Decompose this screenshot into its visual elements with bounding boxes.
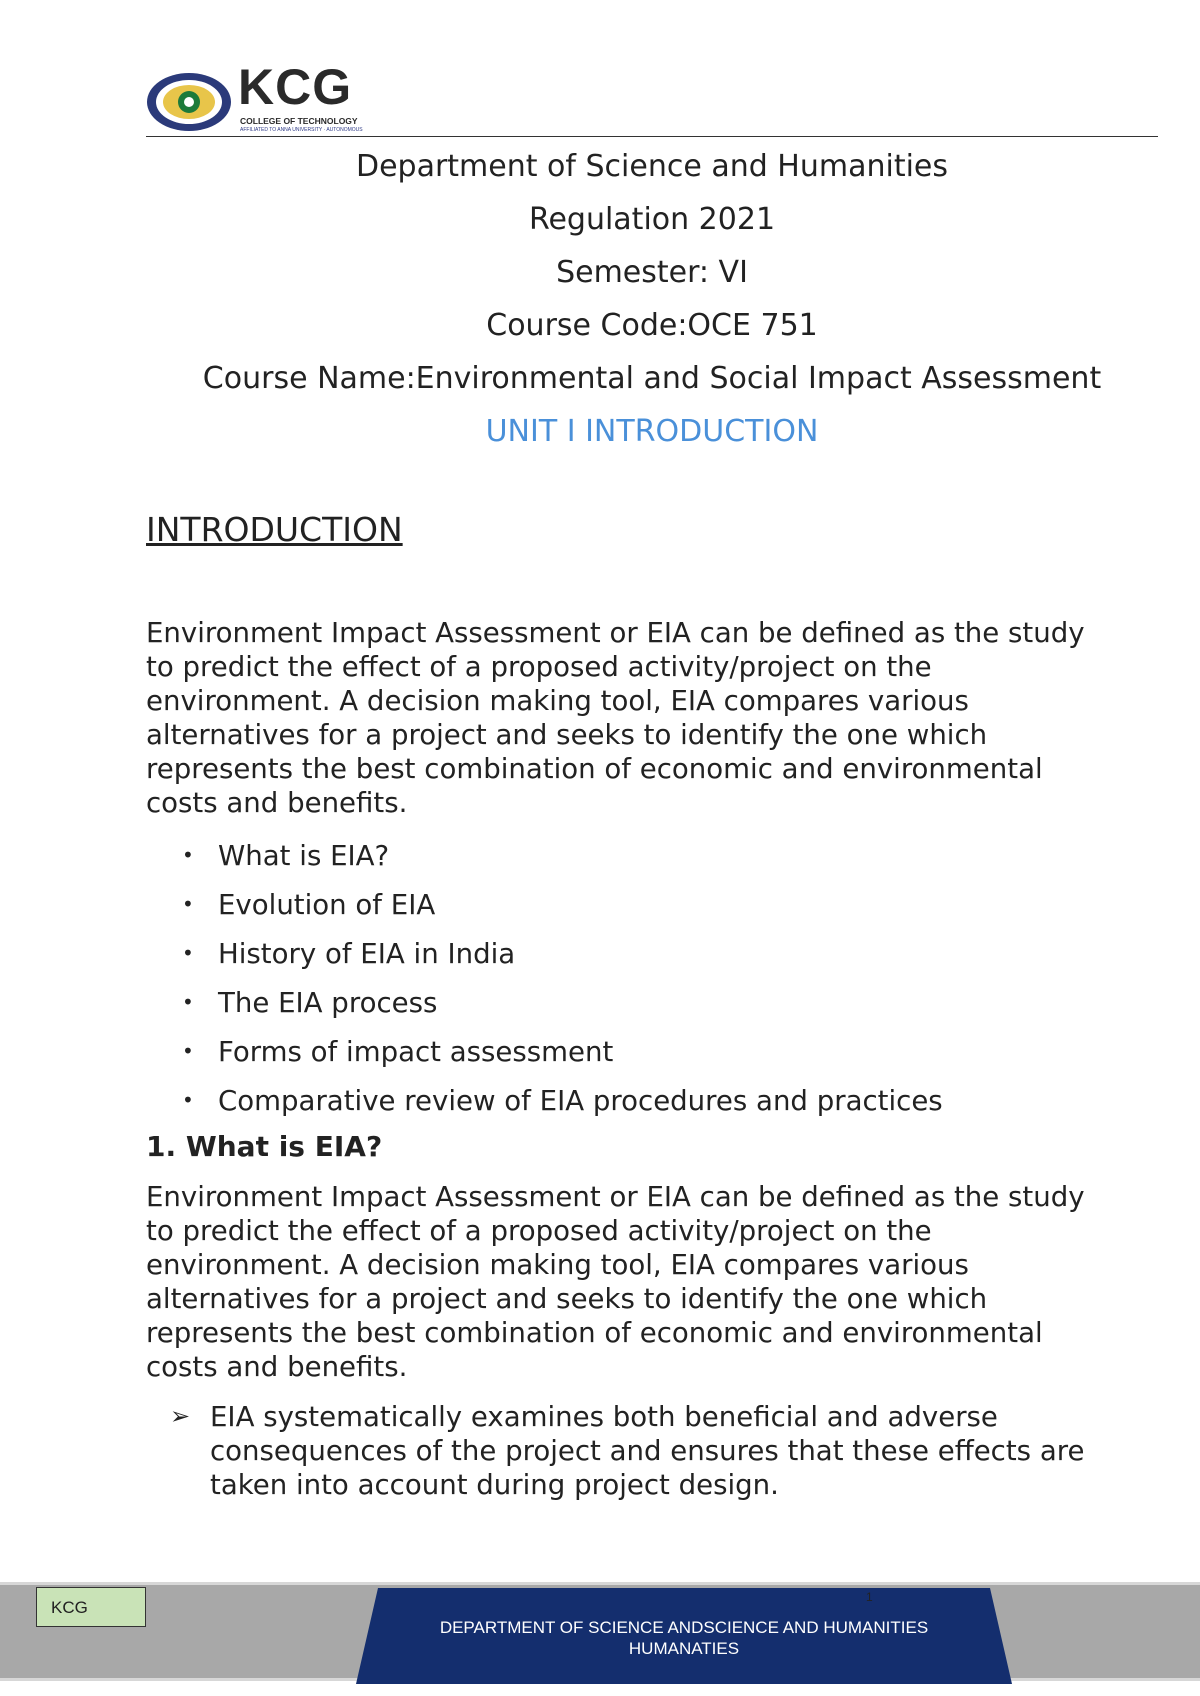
- course-code-line: Course Code:OCE 751: [486, 308, 818, 343]
- topic-label: Comparative review of EIA procedures and practices: [218, 1084, 943, 1117]
- footer-label-box: KCG: [36, 1587, 146, 1627]
- list-item: [146, 1076, 943, 1125]
- logo-subtitle: COLLEGE OF TECHNOLOGY: [240, 116, 358, 126]
- bullet-dot-icon: •: [182, 1039, 194, 1063]
- list-item: [146, 929, 943, 978]
- section-paragraph: Environment Impact Assessment or EIA can be defined as the study to predict the effect of a proposed activity/project on the environment. A decision making tool, EIA compares various alternatives for a project and seeks to identify the one which represents the best combination of economic and environmental costs and benefits.: [146, 1180, 1085, 1383]
- bullet-dot-icon: •: [182, 941, 194, 965]
- department-title: Department of Science and Humanities: [355, 149, 949, 184]
- bullet-dot-icon: •: [182, 843, 194, 867]
- topic-label: Evolution of EIA: [218, 888, 436, 921]
- topic-label: The EIA process: [218, 986, 438, 1019]
- list-item: [146, 978, 943, 1027]
- topic-label: Forms of impact assessment: [218, 1035, 614, 1068]
- college-seal-icon: [146, 72, 232, 132]
- course-name-line: Course Name:Environmental and Social Impact Assessment: [202, 361, 1102, 396]
- introduction-heading: INTRODUCTION: [146, 510, 403, 549]
- arrow-bullet-icon: ➢: [170, 1402, 191, 1430]
- college-logo: [146, 59, 391, 136]
- list-item: [146, 831, 943, 880]
- arrow-item-text: EIA systematically examines both beneficial and adverse consequences of the project and ensures that these effects are taken into account during project design.: [210, 1400, 1085, 1501]
- page-number: 1: [866, 1590, 873, 1604]
- topic-label: History of EIA in India: [218, 937, 516, 970]
- introduction-paragraph: Environment Impact Assessment or EIA can be defined as the study to predict the effect of a proposed activity/project on the environment. A decision making tool, EIA compares various alternatives for a project and seeks to identify the one which represents the best combination of economic and environmental costs and benefits.: [146, 616, 1085, 819]
- regulation-line: Regulation 2021: [528, 202, 776, 237]
- bullet-dot-icon: •: [182, 1088, 194, 1112]
- title-block: [146, 140, 1158, 458]
- header-divider: [146, 136, 1158, 137]
- bullet-dot-icon: •: [182, 990, 194, 1014]
- list-item: [146, 1027, 943, 1076]
- unit-title: UNIT I INTRODUCTION: [485, 414, 819, 449]
- list-item: [146, 880, 943, 929]
- logo-tagline: AFFILIATED TO ANNA UNIVERSITY · AUTONOMOUS: [240, 127, 363, 133]
- section-heading-what-is-eia: 1. What is EIA?: [146, 1130, 383, 1163]
- bullet-dot-icon: •: [182, 892, 194, 916]
- footer-banner-text: [356, 1617, 1012, 1659]
- footer-banner-line2: HUMANATIES: [628, 1639, 740, 1658]
- topic-list: [146, 831, 943, 1125]
- topic-label: What is EIA?: [218, 839, 390, 872]
- logo-wordmark: KCG: [238, 59, 353, 115]
- semester-line: Semester: VI: [556, 255, 748, 290]
- footer-banner-line1: DEPARTMENT OF SCIENCE ANDSCIENCE AND HUMANITIES: [439, 1618, 929, 1637]
